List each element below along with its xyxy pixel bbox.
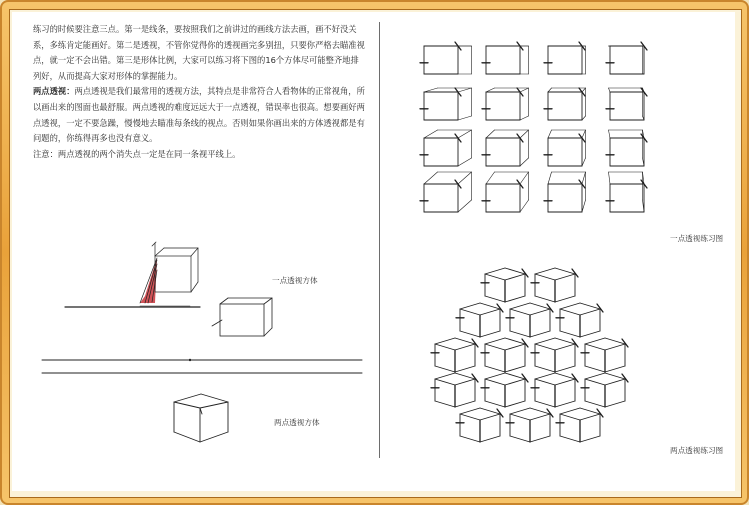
practice-cube-one-point	[544, 130, 586, 166]
paragraph-two-point	[33, 84, 365, 146]
practice-cube-two-point	[481, 338, 528, 372]
practice-cube-two-point	[481, 268, 528, 302]
practice-cube-two-point	[556, 408, 603, 442]
practice-cube-two-point	[531, 373, 578, 407]
practice-cube-two-point	[581, 373, 628, 407]
practice-cube-one-point	[482, 42, 529, 74]
practice-cube-one-point	[606, 172, 647, 212]
practice-cube-one-point	[482, 172, 529, 212]
practice-cube-one-point	[420, 130, 472, 166]
practice-cube-two-point	[506, 408, 553, 442]
two-point-heading: 两点透视：	[33, 86, 75, 97]
caption-two-point-cube: 两点透视方体	[274, 418, 320, 427]
practice-cube-two-point	[556, 303, 603, 337]
practice-cube-one-point	[544, 172, 586, 212]
practice-cube-two-point	[506, 303, 553, 337]
two-point-practice-cluster	[410, 262, 650, 447]
practice-cube-one-point	[606, 88, 647, 120]
practice-cube-one-point	[420, 172, 472, 212]
practice-cube-two-point	[431, 373, 478, 407]
caption-two-point-practice: 两点透视练习图	[670, 446, 724, 455]
practice-cube-one-point	[482, 88, 529, 120]
paragraph-practice-tips: 练习的时候要注意三点。第一是线条，要按照我们之前讲过的画线方法去画，画不好没关系，多练肯定能画好。第二是透视，不管你觉得你的透视画完多别扭，只要你严格去瞄准视点，就一定不会出错。第三是形体比例，大家可以练习将下图的16个方体尽可能整齐地排列好，从而提高大家对形体的掌握能力。	[33, 24, 365, 81]
practice-cube-two-point	[431, 338, 478, 372]
caption-one-point-cube: 一点透视方体	[272, 276, 318, 285]
practice-cube-two-point	[531, 268, 578, 302]
practice-cube-two-point	[531, 338, 578, 372]
practice-cube-two-point	[481, 373, 528, 407]
two-point-construction-sketch	[40, 296, 370, 446]
two-point-body: 两点透视是我们最常用的透视方法，其特点是非常符合人看物体的正常视角，所以画出来的图面也最舒服。两点透视的难度远远大于一点透视，错误率也很高。想要画好两点透视，一定不要急躁，慢慢地去瞄准每条线的视点。否则如果你画出来的方体透视都是有问题的，你练得再多也没有意义。	[33, 86, 365, 144]
practice-cube-two-point	[456, 303, 503, 337]
caption-one-point-practice: 一点透视练习图	[670, 234, 724, 243]
paragraph-note: 注意：两点透视的两个消失点一定是在同一条视平线上。	[33, 148, 241, 159]
practice-cube-one-point	[544, 42, 586, 74]
practice-cube-one-point	[420, 88, 472, 120]
practice-cube-one-point	[606, 42, 647, 74]
column-divider	[379, 22, 380, 458]
practice-cube-one-point	[482, 130, 529, 166]
practice-cube-one-point	[420, 42, 472, 74]
practice-cube-two-point	[581, 338, 628, 372]
one-point-practice-grid	[416, 40, 666, 230]
practice-cube-one-point	[544, 88, 586, 120]
practice-cube-two-point	[456, 408, 503, 442]
practice-cube-one-point	[606, 130, 647, 166]
body-text	[33, 22, 365, 162]
